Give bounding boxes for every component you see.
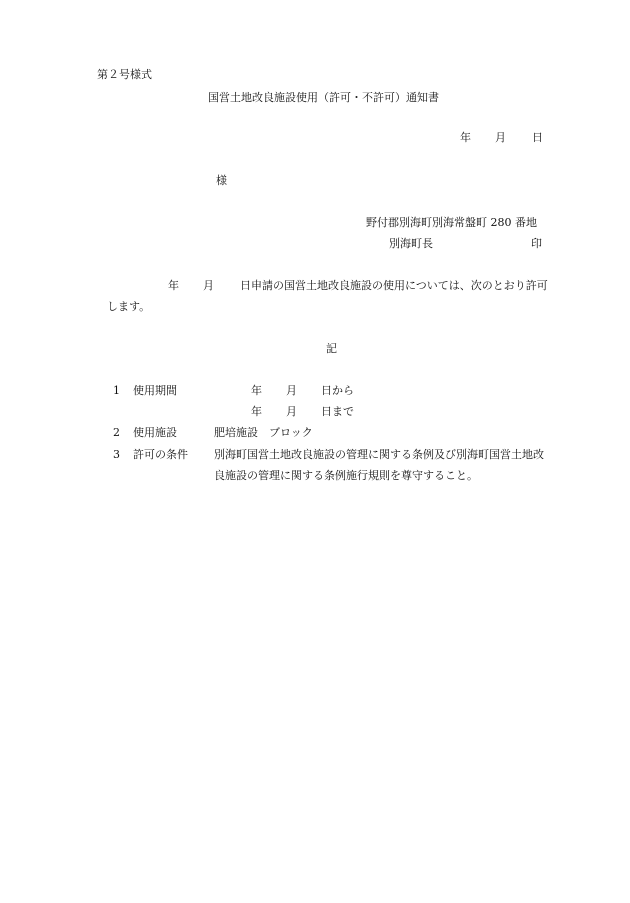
period-to-month: 月 xyxy=(286,405,297,418)
conditions-line1: 別海町国営土地改良施設の管理に関する条例及び別海町国営土地改 xyxy=(214,448,544,461)
period-to-day: 日まで xyxy=(321,405,354,418)
form-number: 第２号様式 xyxy=(97,68,152,81)
document-title: 国営土地改良施設使用（許可・不許可）通知書 xyxy=(208,91,439,104)
item-1-number: 1 xyxy=(113,384,120,397)
issuer-title: 別海町長 xyxy=(389,237,433,250)
item-2-label: 使用施設 xyxy=(133,426,177,439)
period-to-year: 年 xyxy=(251,405,262,418)
item-3-label: 許可の条件 xyxy=(133,448,188,461)
issuer-address: 野付郡別海町別海常盤町 280 番地 xyxy=(366,216,537,229)
date-year: 年 xyxy=(460,131,471,144)
item-2-number: 2 xyxy=(113,426,120,439)
period-from-year: 年 xyxy=(251,384,262,397)
issuer-seal: 印 xyxy=(531,237,542,250)
body-year: 年 xyxy=(168,279,179,292)
conditions-line2: 良施設の管理に関する条例施行規則を尊守すること。 xyxy=(214,469,478,482)
body-month: 月 xyxy=(203,279,214,292)
period-from-month: 月 xyxy=(286,384,297,397)
facility-value: 肥培施設 ブロック xyxy=(214,426,313,439)
period-from-day: 日から xyxy=(321,384,354,397)
body-text-line1: 日申請の国営土地改良施設の使用については、次のとおり許可 xyxy=(240,279,548,292)
ki-heading: 記 xyxy=(326,342,337,355)
date-month: 月 xyxy=(495,131,506,144)
addressee-suffix: 様 xyxy=(216,174,227,187)
item-3-number: 3 xyxy=(113,448,120,461)
date-day: 日 xyxy=(532,131,543,144)
body-text-line2: します。 xyxy=(107,300,151,313)
item-1-label: 使用期間 xyxy=(133,384,177,397)
